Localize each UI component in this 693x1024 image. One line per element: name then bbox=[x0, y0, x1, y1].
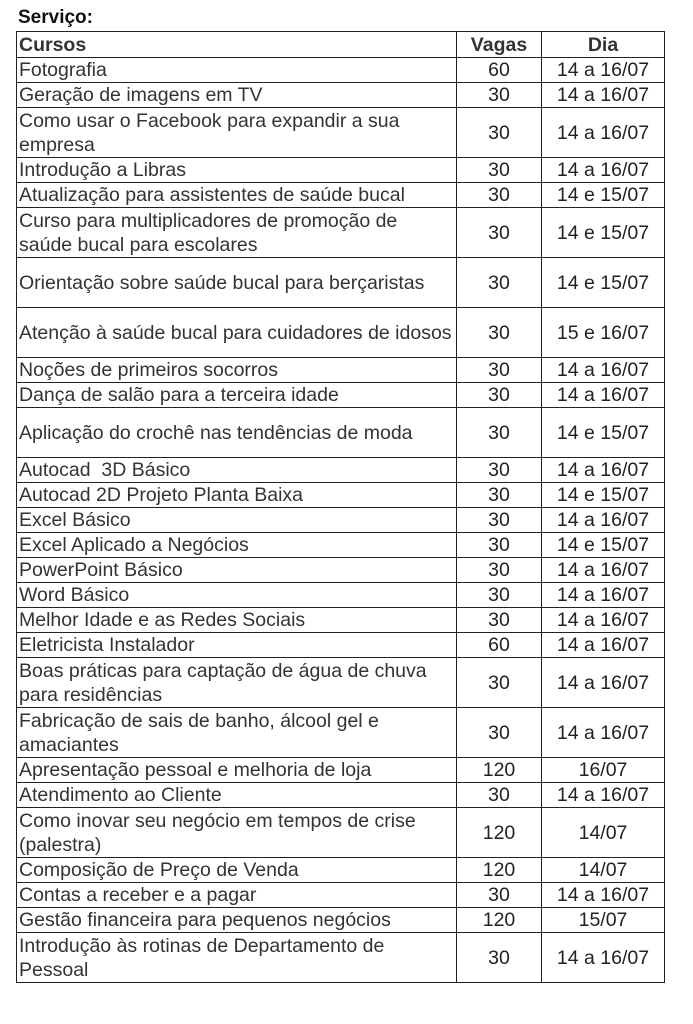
table-row bbox=[17, 883, 665, 908]
course-vagas: 30 bbox=[457, 533, 542, 558]
course-dia: 14 e 15/07 bbox=[542, 483, 665, 508]
course-dia: 14 e 15/07 bbox=[542, 183, 665, 208]
course-vagas: 30 bbox=[457, 83, 542, 108]
course-vagas: 30 bbox=[457, 158, 542, 183]
table-row bbox=[17, 483, 665, 508]
course-vagas: 30 bbox=[457, 108, 542, 158]
table-row bbox=[17, 158, 665, 183]
course-dia: 14 a 16/07 bbox=[542, 508, 665, 533]
course-vagas: 60 bbox=[457, 58, 542, 83]
table-row bbox=[17, 108, 665, 158]
course-vagas: 30 bbox=[457, 883, 542, 908]
course-dia: 14 e 15/07 bbox=[542, 258, 665, 308]
course-dia: 14 a 16/07 bbox=[542, 633, 665, 658]
course-vagas: 30 bbox=[457, 608, 542, 633]
course-name: Excel Aplicado a Negócios bbox=[17, 533, 457, 558]
course-vagas: 30 bbox=[457, 708, 542, 758]
table-row bbox=[17, 58, 665, 83]
course-name: Como inovar seu negócio em tempos de crise (palestra) bbox=[17, 808, 457, 858]
course-name: Atualização para assistentes de saúde bucal bbox=[17, 183, 457, 208]
course-vagas: 30 bbox=[457, 483, 542, 508]
table-row bbox=[17, 758, 665, 783]
table-row bbox=[17, 783, 665, 808]
course-dia: 14 e 15/07 bbox=[542, 208, 665, 258]
table-row bbox=[17, 383, 665, 408]
course-dia: 14 a 16/07 bbox=[542, 583, 665, 608]
course-name: Apresentação pessoal e melhoria de loja bbox=[17, 758, 457, 783]
course-name: Geração de imagens em TV bbox=[17, 83, 457, 108]
course-vagas: 60 bbox=[457, 633, 542, 658]
course-name: Curso para multiplicadores de promoção de saúde bucal para escolares bbox=[17, 208, 457, 258]
table-row bbox=[17, 533, 665, 558]
course-name: Boas práticas para captação de água de chuva para residências bbox=[17, 658, 457, 708]
course-name: Autocad 3D Básico bbox=[17, 458, 457, 483]
course-dia: 15/07 bbox=[542, 908, 665, 933]
course-vagas: 30 bbox=[457, 458, 542, 483]
table-row bbox=[17, 258, 665, 308]
table-row bbox=[17, 633, 665, 658]
course-dia: 14 a 16/07 bbox=[542, 708, 665, 758]
table-row bbox=[17, 458, 665, 483]
course-vagas: 30 bbox=[457, 933, 542, 983]
course-vagas: 30 bbox=[457, 658, 542, 708]
course-vagas: 30 bbox=[457, 358, 542, 383]
course-name: Introdução às rotinas de Departamento de Pessoal bbox=[17, 933, 457, 983]
course-name: Orientação sobre saúde bucal para berçaristas bbox=[17, 258, 457, 308]
table-row bbox=[17, 558, 665, 583]
course-name: Dança de salão para a terceira idade bbox=[17, 383, 457, 408]
course-name: Noções de primeiros socorros bbox=[17, 358, 457, 383]
table-row bbox=[17, 908, 665, 933]
course-dia: 14 a 16/07 bbox=[542, 608, 665, 633]
table-row bbox=[17, 308, 665, 358]
course-vagas: 120 bbox=[457, 808, 542, 858]
course-vagas: 30 bbox=[457, 183, 542, 208]
course-vagas: 30 bbox=[457, 583, 542, 608]
course-name: Word Básico bbox=[17, 583, 457, 608]
courses-table bbox=[16, 31, 665, 983]
course-vagas: 30 bbox=[457, 783, 542, 808]
course-dia: 14 a 16/07 bbox=[542, 658, 665, 708]
course-dia: 14 a 16/07 bbox=[542, 108, 665, 158]
course-dia: 14 a 16/07 bbox=[542, 383, 665, 408]
course-dia: 14 a 16/07 bbox=[542, 158, 665, 183]
course-dia: 16/07 bbox=[542, 758, 665, 783]
table-row bbox=[17, 808, 665, 858]
course-name: PowerPoint Básico bbox=[17, 558, 457, 583]
course-name: Fabricação de sais de banho, álcool gel e amaciantes bbox=[17, 708, 457, 758]
table-row bbox=[17, 208, 665, 258]
course-name: Contas a receber e a pagar bbox=[17, 883, 457, 908]
course-dia: 15 e 16/07 bbox=[542, 308, 665, 358]
course-dia: 14/07 bbox=[542, 858, 665, 883]
table-row bbox=[17, 858, 665, 883]
table-row bbox=[17, 408, 665, 458]
course-dia: 14 a 16/07 bbox=[542, 83, 665, 108]
course-dia: 14 a 16/07 bbox=[542, 558, 665, 583]
page-heading: Serviço: bbox=[18, 7, 93, 28]
course-name: Introdução a Libras bbox=[17, 158, 457, 183]
course-name: Eletricista Instalador bbox=[17, 633, 457, 658]
course-vagas: 120 bbox=[457, 858, 542, 883]
course-name: Gestão financeira para pequenos negócios bbox=[17, 908, 457, 933]
course-vagas: 30 bbox=[457, 558, 542, 583]
course-name: Fotografia bbox=[17, 58, 457, 83]
course-dia: 14 a 16/07 bbox=[542, 883, 665, 908]
course-dia: 14 a 16/07 bbox=[542, 358, 665, 383]
table-row bbox=[17, 183, 665, 208]
table-row bbox=[17, 358, 665, 383]
course-name: Composição de Preço de Venda bbox=[17, 858, 457, 883]
course-name: Como usar o Facebook para expandir a sua empresa bbox=[17, 108, 457, 158]
table-row bbox=[17, 83, 665, 108]
table-header-row bbox=[17, 32, 665, 58]
course-dia: 14 a 16/07 bbox=[542, 58, 665, 83]
course-vagas: 120 bbox=[457, 758, 542, 783]
course-dia: 14 a 16/07 bbox=[542, 933, 665, 983]
course-vagas: 30 bbox=[457, 208, 542, 258]
header-dia: Dia bbox=[542, 32, 665, 58]
course-vagas: 30 bbox=[457, 383, 542, 408]
course-name: Excel Básico bbox=[17, 508, 457, 533]
course-dia: 14 e 15/07 bbox=[542, 533, 665, 558]
course-vagas: 30 bbox=[457, 408, 542, 458]
course-name: Melhor Idade e as Redes Sociais bbox=[17, 608, 457, 633]
header-vagas: Vagas bbox=[457, 32, 542, 58]
course-dia: 14 a 16/07 bbox=[542, 783, 665, 808]
table-row bbox=[17, 933, 665, 983]
table-row bbox=[17, 708, 665, 758]
course-vagas: 120 bbox=[457, 908, 542, 933]
course-dia: 14 e 15/07 bbox=[542, 408, 665, 458]
table-row bbox=[17, 658, 665, 708]
table-row bbox=[17, 583, 665, 608]
course-name: Atenção à saúde bucal para cuidadores de idosos bbox=[17, 308, 457, 358]
table-row bbox=[17, 608, 665, 633]
course-dia: 14 a 16/07 bbox=[542, 458, 665, 483]
course-name: Aplicação do crochê nas tendências de moda bbox=[17, 408, 457, 458]
header-course: Cursos bbox=[17, 32, 457, 58]
course-vagas: 30 bbox=[457, 508, 542, 533]
course-name: Autocad 2D Projeto Planta Baixa bbox=[17, 483, 457, 508]
course-vagas: 30 bbox=[457, 258, 542, 308]
course-dia: 14/07 bbox=[542, 808, 665, 858]
table-row bbox=[17, 508, 665, 533]
course-vagas: 30 bbox=[457, 308, 542, 358]
course-name: Atendimento ao Cliente bbox=[17, 783, 457, 808]
